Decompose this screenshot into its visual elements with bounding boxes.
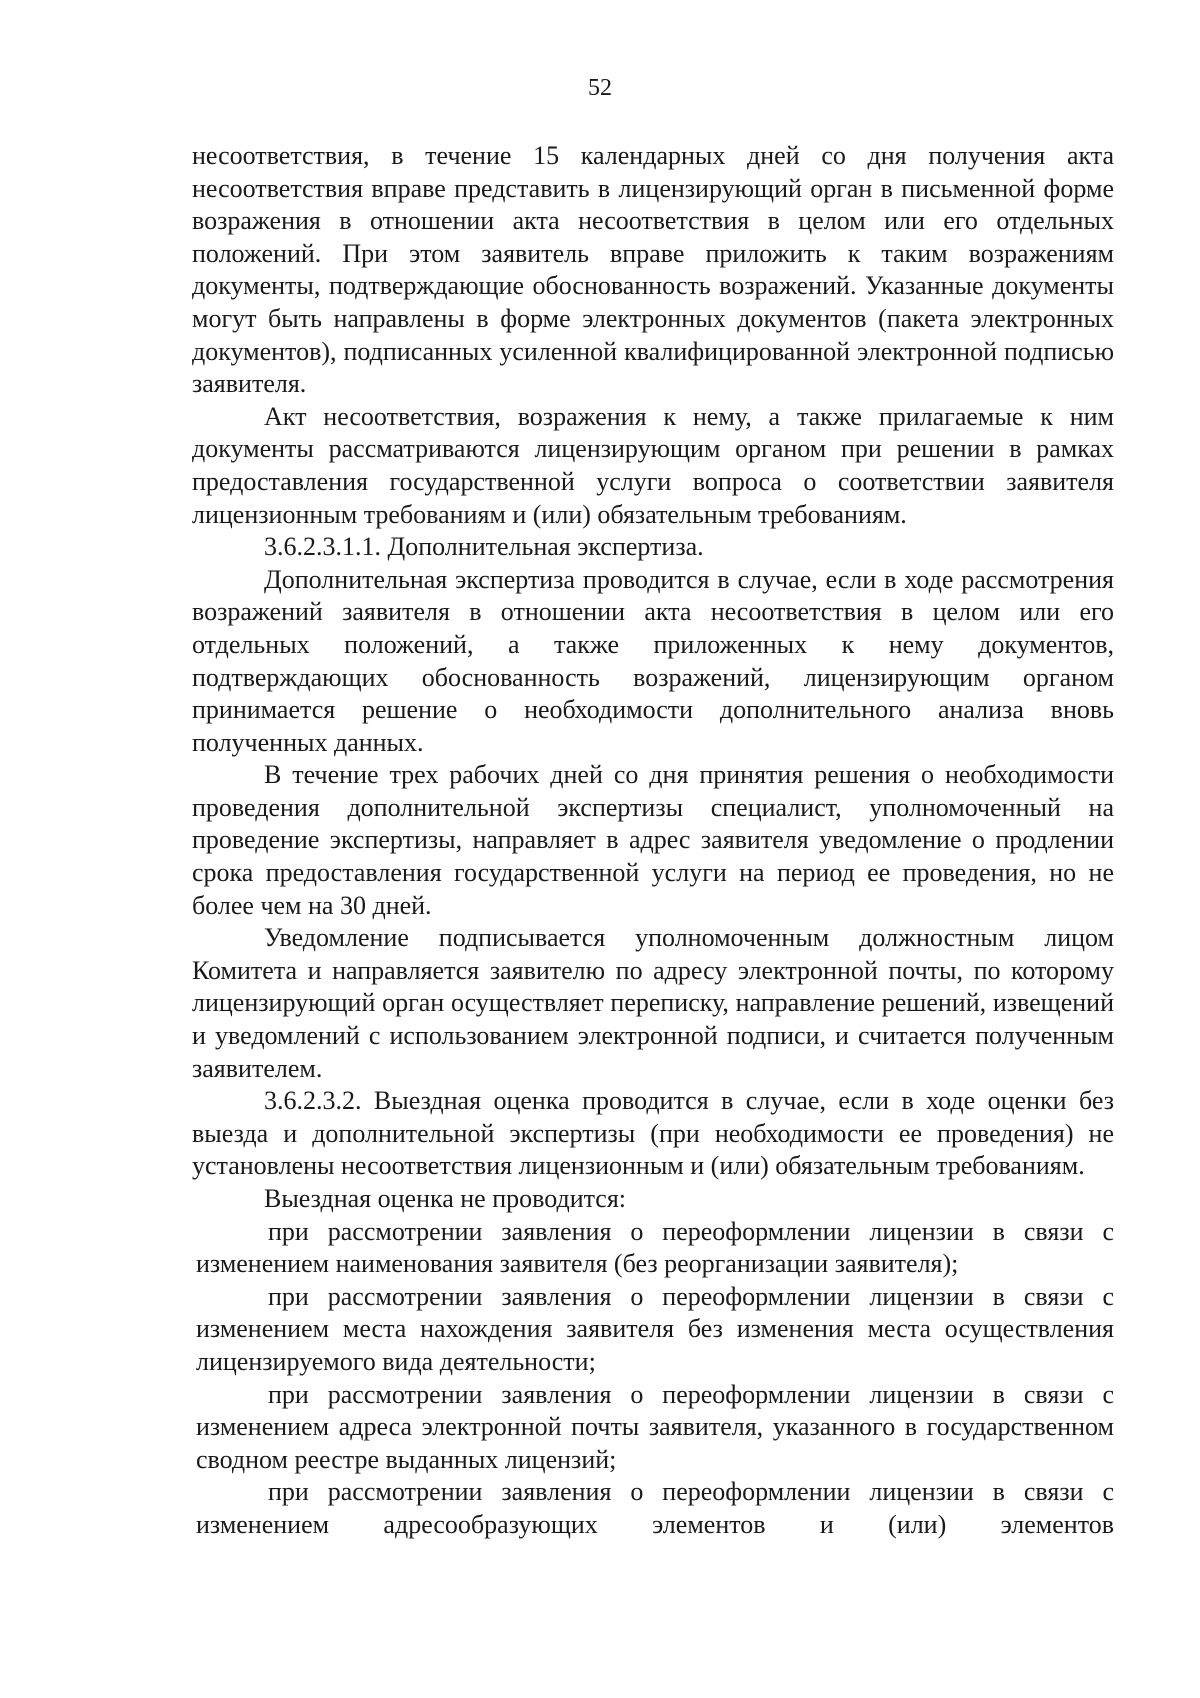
paragraph-additional-expertise: Дополнительная экспертиза проводится в случае, если в ходе рассмотрения возражений заявителя в отношении акта несоответствия в целом или его отдельных положений, а также приложенных к нему документов, подтверждающих обоснованность возражений, лицензирующим органом принимается решение о необходимости дополнительного анализа вновь полученных данных. [192, 564, 1114, 757]
paragraph-notification-deadline: В течение трех рабочих дней со дня принятия решения о необходимости проведения дополнительной экспертизы специалист, уполномоченный на проведение экспертизы, направляет в адрес заявителя уведомление о продлении срока предоставления государственной услуги на период ее проведения, но не более чем на 30 дней. [192, 760, 1114, 920]
list-item-name-change: при рассмотрении заявления о переоформлении лицензии в связи с изменением наименования заявителя (без реорганизации заявителя); [196, 1216, 1114, 1279]
paragraph-onsite-not-conducted: Выездная оценка не проводится: [264, 1184, 627, 1213]
list-item-location-change: при рассмотрении заявления о переоформлении лицензии в связи с изменением места нахождения заявителя без изменения места осуществления лицензируемого вида деятельности; [196, 1281, 1114, 1376]
paragraph-notification-signing: Уведомление подписывается уполномоченным должностным лицом Комитета и направляется заявителю по адресу электронной почты, по которому лицензирующий орган осуществляет переписку, направление решений, извещений и уведомлений с использованием электронной подписи, и считается полученным заявителем. [192, 923, 1114, 1083]
paragraph-objection-period: несоответствия, в течение 15 календарных дней со дня получения акта несоответствия вправе представить в лицензирующий орган в письменной форме возражения в отношении акта несоответствия в целом или его отдельных положений. При этом заявитель вправе приложить к таким возражениям документы, подтверждающие обоснованность возражений. Указанные документы могут быть направлены в форме электронных документов (пакета электронных документов), подписанных усиленной квалифицированной электронной подписью заявителя. [192, 141, 1114, 399]
page-number: 52 [588, 75, 612, 101]
list-item-email-change: при рассмотрении заявления о переоформлении лицензии в связи с изменением адреса электронной почты заявителя, указанного в государственном сводном реестре выданных лицензий; [196, 1379, 1114, 1474]
document-body [192, 140, 1114, 1542]
paragraph-onsite-evaluation: 3.6.2.3.2. Выездная оценка проводится в случае, если в ходе оценки без выезда и дополнительной экспертизы (при необходимости ее проведения) не установлены несоответствия лицензионным и (или) обязательным требованиям. [192, 1086, 1114, 1181]
list-item-address-elements-change: при рассмотрении заявления о переоформлении лицензии в связи с изменением адресообразующих элементов и (или) элементов [196, 1477, 1114, 1539]
paragraph-act-review: Акт несоответствия, возражения к нему, а также прилагаемые к ним документы рассматриваются лицензирующим органом при решении в рамках предоставления государственной услуги вопроса о соответствии заявителя лицензионным требованиям и (или) обязательным требованиям. [192, 401, 1114, 529]
section-heading-additional-expertise: 3.6.2.3.1.1. Дополнительная экспертиза. [264, 532, 704, 562]
